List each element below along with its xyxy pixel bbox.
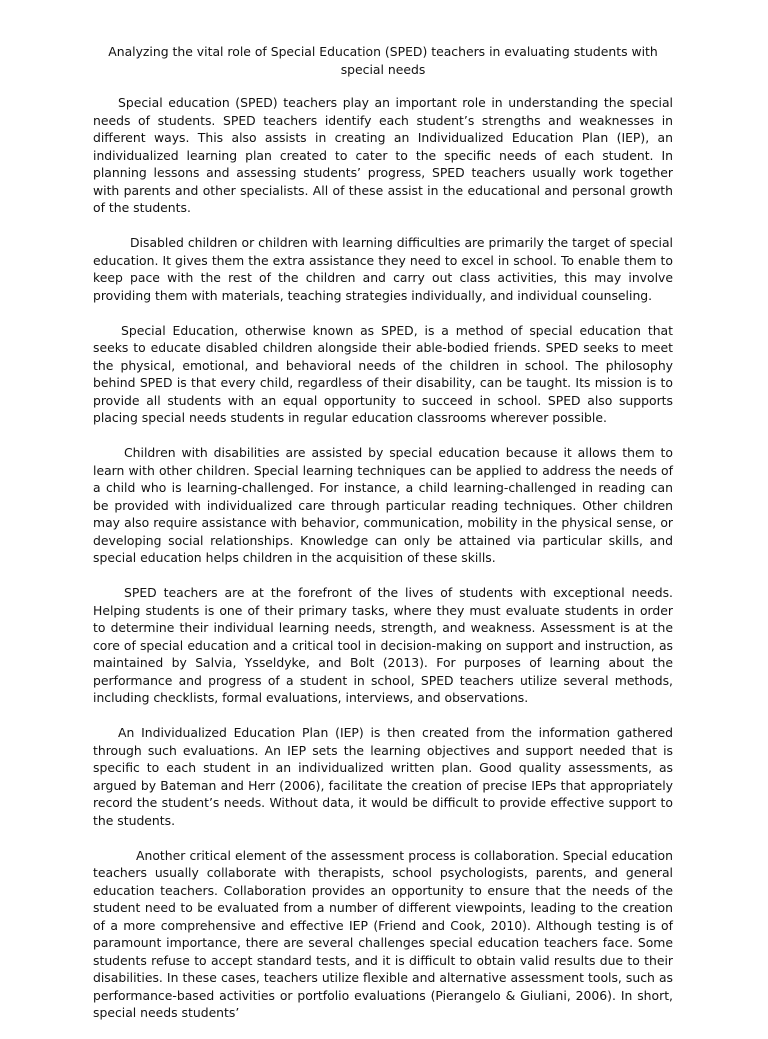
paragraph-3: Special Education, otherwise known as SPED, is a method of special education that seeks to educate disabled children alongside their able-bodied friends. SPED seeks to meet the physical, emotional, and behavioral needs of the children in school. The philosophy behind SPED is that every child, regardless of their disability, can be taught. Its mission is to provide all students with an equal opportunity to succeed in school. SPED also supports placing special needs students in regular education classrooms wherever possible. — [93, 322, 673, 425]
paragraph-6: An Individualized Education Plan (IEP) is then created from the information gathered through such evaluations. An IEP sets the learning objectives and support needed that is specific to each student in an individualized written plan. Good quality assessments, as argued by Bateman and Herr (2006), facilitate the creation of precise IEPs that appropriately record the student’s needs. Without data, it would be difficult to provide effective support to the students. — [93, 725, 673, 828]
document-title: Analyzing the vital role of Special Education (SPED) teachers in evaluating students with special needs — [108, 44, 658, 77]
document-page — [93, 43, 673, 1039]
paragraph-4: Children with disabilities are assisted by special education because it allows them to learn with other children. Special learning techniques can be applied to address the needs of a child who is learning-challenged. For instance, a child learning-challenged in reading can be provided with individualized care through particular reading techniques. Other children may also require assistance with behavior, communication, mobility in the physical sense, or developing social relationships. Knowledge can only be attained via particular skills, and special education helps children in the acquisition of these skills. — [93, 445, 673, 565]
paragraph-7: Another critical element of the assessment process is collaboration. Special education teachers usually collaborate with therapists, school psychologists, parents, and general education teachers. Collaboration provides an opportunity to ensure that the needs of the student need to be evaluated from a number of different viewpoints, leading to the creation of a more comprehensive and effective IEP (Friend and Cook, 2010). Although testing is of paramount importance, there are several challenges special education teachers face. Some students refuse to accept standard tests, and it is difficult to obtain valid results due to their disabilities. In these cases, teachers utilize flexible and alternative assessment tools, such as performance-based activities or portfolio evaluations (Pierangelo & Giuliani, 2006). In short, special needs students’ — [93, 847, 673, 1020]
paragraph-2: Disabled children or children with learning difficulties are primarily the target of special education. It gives them the extra assistance they need to excel in school. To enable them to keep pace with the rest of the children and carry out class activities, this may involve providing them with materials, teaching strategies individually, and individual counseling. — [93, 235, 673, 303]
paragraph-5: SPED teachers are at the forefront of the lives of students with exceptional needs. Helping students is one of their primary tasks, where they must evaluate students in order to determine their individual learning needs, strength, and weakness. Assessment is at the core of special education and a critical tool in decision-making on support and instruction, as maintained by Salvia, Ysseldyke, and Bolt (2013). For purposes of learning about the performance and progress of a student in school, SPED teachers utilize several methods, including checklists, formal evaluations, interviews, and observations. — [93, 585, 673, 705]
paragraph-1: Special education (SPED) teachers play an important role in understanding the special needs of students. SPED teachers identify each student’s strengths and weaknesses in different ways. This also assists in creating an Individualized Education Plan (IEP), an individualized learning plan created to cater to the specific needs of each student. In planning lessons and assessing students’ progress, SPED teachers usually work together with parents and other specialists. All of these assist in the educational and personal growth of the students. — [93, 95, 673, 215]
